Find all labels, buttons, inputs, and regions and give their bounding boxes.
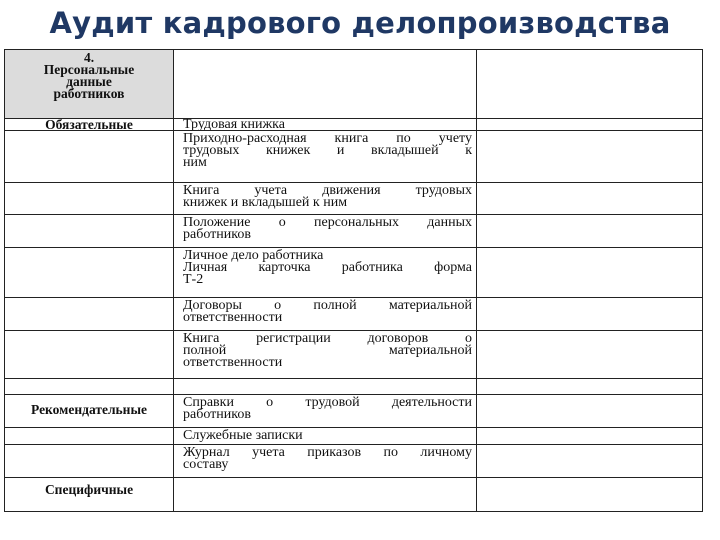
empty-cell bbox=[476, 477, 702, 508]
category-mandatory: Обязательные bbox=[45, 117, 133, 132]
document-line: Т-2 bbox=[183, 272, 204, 287]
empty-cell bbox=[5, 182, 173, 214]
empty-cell bbox=[5, 444, 173, 477]
empty-cell bbox=[476, 394, 702, 427]
empty-cell bbox=[476, 130, 702, 182]
document-cell bbox=[173, 330, 476, 378]
document-line: книжек и вкладышей к ним bbox=[183, 195, 348, 210]
document-line: Положение о персональных данных bbox=[183, 215, 472, 230]
slide-title: Аудит кадрового делопроизводства bbox=[49, 6, 671, 40]
header-line: работников bbox=[53, 86, 125, 101]
document-cell bbox=[173, 214, 476, 247]
document-cell bbox=[173, 444, 476, 477]
empty-cell bbox=[476, 378, 702, 394]
header-number: 4. bbox=[83, 50, 95, 65]
header-line: Персональные bbox=[43, 62, 135, 77]
header-cell bbox=[5, 50, 173, 118]
category-cell bbox=[5, 477, 173, 508]
header-line: данные bbox=[66, 74, 112, 89]
document-line: ним bbox=[183, 155, 207, 170]
document-cell bbox=[173, 247, 476, 297]
document-cell bbox=[173, 297, 476, 330]
empty-cell bbox=[476, 247, 702, 297]
document-line: Журнал учета приказов по личному bbox=[183, 445, 472, 460]
category-specific: Специфичные bbox=[44, 482, 134, 497]
empty-cell bbox=[476, 444, 702, 477]
empty-cell bbox=[476, 297, 702, 330]
empty-cell bbox=[173, 378, 476, 394]
document-cell bbox=[173, 427, 476, 444]
document-line: работников bbox=[183, 227, 251, 242]
document-line: Договоры о полной материальной bbox=[183, 298, 472, 313]
empty-cell bbox=[476, 427, 702, 444]
document-line: трудовых книжек и вкладышей к bbox=[183, 143, 472, 158]
category-cell bbox=[5, 394, 173, 427]
document-line: работников bbox=[183, 407, 251, 422]
document-line: Справки о трудовой деятельности bbox=[183, 395, 472, 410]
document-name: Трудовая книжка bbox=[183, 117, 285, 132]
empty-cell bbox=[476, 118, 702, 130]
empty-cell bbox=[476, 330, 702, 378]
empty-cell bbox=[5, 247, 173, 297]
empty-cell bbox=[476, 182, 702, 214]
empty-cell bbox=[5, 297, 173, 330]
document-cell bbox=[173, 118, 476, 130]
document-cell bbox=[173, 130, 476, 182]
audit-table bbox=[4, 49, 703, 512]
document-line: Личное дело работника bbox=[183, 248, 324, 263]
category-cell bbox=[5, 118, 173, 130]
header-empty-cell bbox=[173, 50, 476, 118]
header-empty-cell bbox=[476, 50, 702, 118]
document-line: Книга регистрации договоров о bbox=[183, 331, 472, 346]
empty-cell bbox=[5, 214, 173, 247]
document-name: Служебные записки bbox=[183, 428, 303, 443]
empty-cell bbox=[5, 130, 173, 182]
empty-cell bbox=[5, 330, 173, 378]
document-cell bbox=[173, 394, 476, 427]
empty-cell bbox=[173, 477, 476, 508]
document-cell bbox=[173, 182, 476, 214]
document-line: Приходно-расходная книга по учету bbox=[183, 131, 472, 146]
empty-cell bbox=[476, 214, 702, 247]
document-line: составу bbox=[183, 457, 229, 472]
document-line: Книга учета движения трудовых bbox=[183, 183, 472, 198]
category-recommended: Рекомендательные bbox=[31, 402, 147, 417]
document-line: полной материальной bbox=[183, 343, 472, 358]
document-line: ответственности bbox=[183, 355, 283, 370]
empty-cell bbox=[5, 378, 173, 394]
document-line: ответственности bbox=[183, 310, 283, 325]
empty-cell bbox=[5, 427, 173, 444]
document-line: Личная карточка работника форма bbox=[183, 260, 472, 275]
